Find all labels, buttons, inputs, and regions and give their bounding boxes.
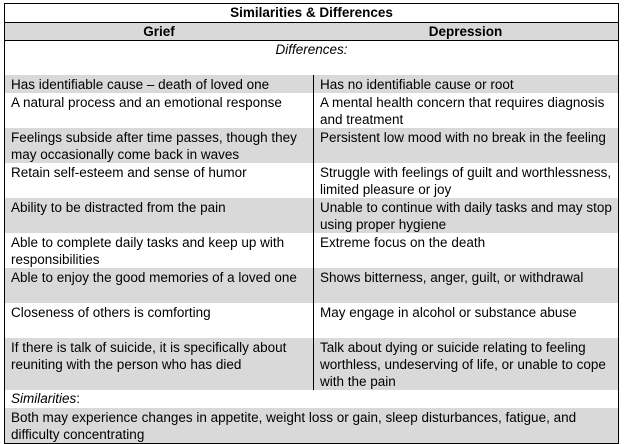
grief-cell: Closeness of others is comforting	[11, 305, 211, 320]
column-header-depression: Depression	[428, 24, 503, 39]
depression-cell: Persistent low mood with no break in the feeling	[313, 128, 618, 163]
differences-label: Differences:	[5, 41, 618, 75]
column-header-row	[5, 23, 618, 41]
grief-cell: Retain self-esteem and sense of humor	[11, 165, 247, 180]
table-row	[5, 268, 618, 303]
table-row	[5, 93, 618, 128]
table-row	[5, 233, 618, 268]
depression-cell: A mental health concern that requires diagnosis and treatment	[313, 93, 618, 128]
table-row	[5, 338, 618, 390]
column-header-grief: Grief	[143, 24, 175, 39]
table-row	[5, 198, 618, 233]
grief-cell: Feelings subside after time passes, though they may occasionally come back in waves	[11, 130, 297, 162]
depression-cell: Shows bitterness, anger, guilt, or withdrawal	[313, 268, 618, 303]
grief-cell: Has identifiable cause – death of loved one	[11, 77, 270, 92]
similarities-text: Both may experience changes in appetite, weight loss or gain, sleep disturbances, fatigue, and difficulty concentrating	[5, 408, 618, 443]
depression-cell: Extreme focus on the death	[313, 233, 618, 268]
comparison-table	[4, 3, 619, 444]
grief-cell: A natural process and an emotional response	[11, 95, 282, 110]
similarities-label-text: Similarities	[11, 391, 77, 406]
depression-cell: Talk about dying or suicide relating to feeling worthless, undeserving of life, or unable to cope with the pain	[313, 338, 618, 390]
grief-cell: Able to enjoy the good memories of a loved one	[11, 270, 297, 285]
table-row	[5, 303, 618, 338]
table-row	[5, 75, 618, 93]
depression-cell: Unable to continue with daily tasks and may stop using proper hygiene	[313, 198, 618, 233]
table-row	[5, 163, 618, 198]
grief-cell: Able to complete daily tasks and keep up with responsibilities	[11, 235, 285, 267]
similarities-label-colon: :	[76, 391, 81, 406]
depression-cell: Has no identifiable cause or root	[313, 75, 618, 93]
table-title: Similarities & Differences	[5, 4, 618, 23]
differences-rows	[5, 75, 618, 390]
depression-cell: May engage in alcohol or substance abuse	[313, 303, 618, 338]
grief-cell: If there is talk of suicide, it is specifically about reuniting with the person who has died	[11, 340, 287, 372]
similarities-label	[5, 390, 618, 408]
grief-cell: Ability to be distracted from the pain	[11, 200, 226, 215]
depression-cell: Struggle with feelings of guilt and worthlessness, limited pleasure or joy	[313, 163, 618, 198]
table-row	[5, 128, 618, 163]
